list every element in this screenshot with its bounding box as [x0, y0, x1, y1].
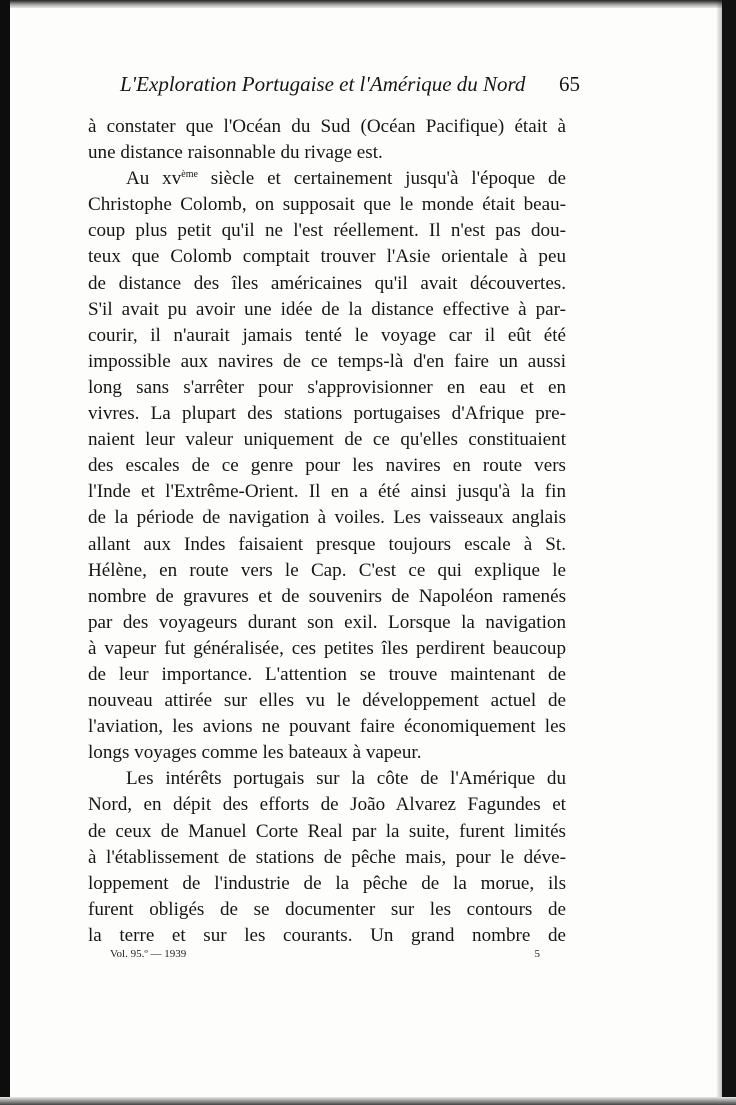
text-line: à constater que l'Océan du Sud (Océan Pacifique) était à	[88, 116, 566, 137]
signature-mark: 5	[534, 948, 540, 960]
text-line: de ceux de Manuel Corte Real par la suite, furent limités	[88, 820, 566, 842]
text-line: à vapeur fut généralisée, ces petites îles perdirent beaucoup	[88, 637, 566, 659]
text-fragment: siècle et certainement jusqu'à l'époque de	[197, 168, 567, 190]
text-line: Hélène, en route vers le Cap. C'est ce qui explique le	[88, 559, 566, 581]
text-line: vivres. La plupart des stations portugaises d'Afrique pre-	[88, 403, 566, 425]
text-line: Les intérêts portugais sur la côte de l'Amérique du	[126, 768, 566, 790]
text-line: coup plus petit qu'il ne l'est réellement. Il n'est pas dou-	[88, 220, 566, 242]
text-line: de la période de navigation à voiles. Les vaisseaux anglais	[88, 507, 566, 529]
text-line: courir, il n'aurait jamais tenté le voyage car il eût été	[88, 324, 566, 346]
scan-edge-left	[0, 0, 10, 1105]
text-line: S'il avait pu avoir une idée de la distance effective à par-	[88, 298, 566, 320]
superscript: ème	[181, 169, 198, 181]
page-footer	[110, 948, 540, 960]
text-line: des escales de ce genre pour les navires en route vers	[88, 455, 566, 477]
scan-edge-top	[0, 0, 736, 8]
text-line: nouveau attirée sur elles vu le développement actuel de	[88, 690, 566, 712]
running-title: L'Exploration Portugaise et l'Amérique du Nord	[120, 72, 526, 96]
text-line: par des voyageurs durant son exil. Lorsque la navigation	[88, 611, 566, 633]
text-line: de distance des îles américaines qu'il avait découvertes.	[88, 272, 566, 294]
text-line: la terre et sur les courants. Un grand nombre de	[88, 924, 566, 946]
volume-note: Vol. 95.º — 1939	[110, 948, 187, 960]
scan-edge-right	[722, 0, 736, 1105]
page-number: 65	[559, 72, 580, 96]
text-line: l'Inde et l'Extrême-Orient. Il en a été ainsi jusqu'à la fin	[88, 481, 566, 503]
text-line: de leur importance. L'attention se trouve maintenant de	[88, 663, 566, 685]
text-fragment: Au xv	[126, 168, 182, 190]
text-line: teux que Colomb comptait trouver l'Asie orientale à peu	[88, 246, 566, 268]
text-line: loppement de l'industrie de la pêche de la morue, ils	[88, 872, 566, 894]
text-line: l'aviation, les avions ne pouvant faire économiquement les	[88, 716, 566, 738]
running-header	[120, 72, 580, 97]
text-line: furent obligés de se documenter sur les contours de	[88, 898, 566, 920]
text-line: naient leur valeur uniquement de ce qu'elles constituaient	[88, 429, 566, 451]
text-line: allant aux Indes faisaient presque toujours escale à St.	[88, 533, 566, 555]
text-line: impossible aux navires de ce temps-là d'en faire un aussi	[88, 350, 566, 372]
text-line: longs voyages comme les bateaux à vapeur.	[88, 742, 422, 764]
text-line: à l'établissement de stations de pêche mais, pour le déve-	[88, 846, 566, 868]
text-line: Nord, en dépit des efforts de João Alvarez Fagundes et	[88, 794, 566, 816]
text-line: une distance raisonnable du rivage est.	[88, 142, 383, 164]
text-line: nombre de gravures et de souvenirs de Napoléon ramenés	[88, 585, 566, 607]
text-line: long sans s'arrêter pour s'approvisionner en eau et en	[88, 376, 566, 398]
text-line	[88, 166, 566, 192]
scan-edge-bottom	[0, 1097, 736, 1105]
text-line: Christophe Colomb, on supposait que le monde était beau-	[88, 194, 566, 216]
body-text	[88, 114, 566, 949]
